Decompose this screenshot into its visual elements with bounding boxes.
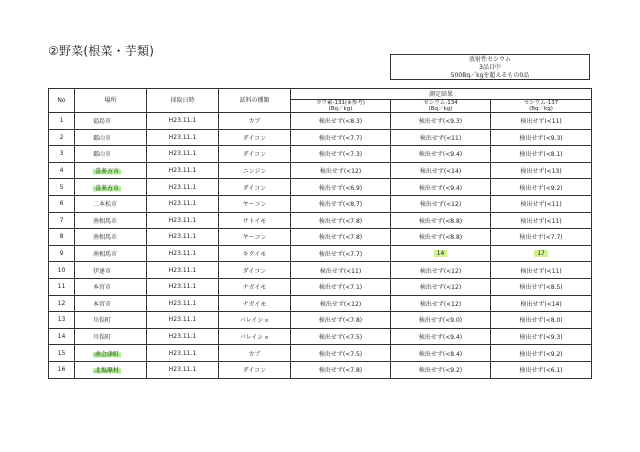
cell-cs134-text: 14 — [434, 250, 448, 257]
cell-no — [49, 328, 75, 345]
cell-place — [75, 345, 147, 362]
cell-sample-text: サトイモ — [242, 217, 267, 225]
table-row — [49, 361, 592, 378]
cell-date — [147, 295, 219, 312]
cell-iodine — [291, 295, 391, 312]
cell-no — [49, 345, 75, 362]
cell-cs137 — [491, 262, 592, 279]
cell-sample-text: バレイショ — [239, 317, 270, 325]
cell-iodine-text: 検出せず(<11) — [319, 267, 362, 275]
cell-cs137 — [491, 295, 592, 312]
cell-date-text: H23.11.1 — [168, 333, 197, 341]
cell-place — [75, 229, 147, 246]
cell-no — [49, 361, 75, 378]
cell-sample — [219, 345, 291, 362]
cell-cs137 — [491, 345, 592, 362]
cell-no-text: 12 — [57, 299, 66, 307]
cell-cs137-text: 検出せず(<11) — [520, 201, 562, 209]
cell-date-text: H23.11.1 — [168, 233, 197, 241]
cell-cs134-text: 検出せず(<9.4) — [418, 151, 463, 159]
cell-cs137-text: 検出せず(<8.0) — [519, 317, 563, 325]
cell-cs134-text: 検出せず(<12) — [419, 284, 462, 292]
cell-cs134 — [391, 129, 491, 146]
cell-iodine-text: 検出せず(<7.5) — [318, 350, 363, 358]
cell-iodine — [291, 212, 391, 229]
cell-place — [75, 162, 147, 179]
cell-no-text: 3 — [59, 150, 64, 158]
cell-cs137-text: 検出せず(<7.7) — [519, 234, 563, 242]
cell-place — [75, 262, 147, 279]
cell-date-text: H23.11.1 — [168, 200, 197, 208]
cell-iodine — [291, 146, 391, 163]
cell-place-text: 川俣町 — [93, 317, 112, 325]
cell-cs137-text: 検出せず(<11) — [520, 118, 562, 126]
cell-cs134 — [391, 361, 491, 378]
cell-place — [75, 146, 147, 163]
cell-date-text: H23.11.1 — [168, 266, 197, 274]
cell-place — [75, 312, 147, 329]
cell-sample-text: ダイコン — [242, 184, 267, 192]
cell-cs134 — [391, 195, 491, 212]
cell-date-text: H23.11.1 — [168, 366, 197, 374]
cell-sample — [219, 212, 291, 229]
cell-place — [75, 195, 147, 212]
table-row — [49, 179, 592, 196]
cell-cs134-text: 検出せず(<8.8) — [418, 217, 463, 225]
cell-cs137 — [491, 229, 592, 246]
cell-iodine-text: 検出せず(<8.7) — [318, 201, 363, 209]
cell-sample — [219, 295, 291, 312]
cell-sample — [219, 229, 291, 246]
cell-iodine-text: 検出せず(<7.3) — [318, 151, 363, 159]
cell-date-text: H23.11.1 — [168, 216, 197, 224]
cell-place-text: 川俣町 — [93, 334, 112, 342]
cell-sample-text: ニンジン — [242, 168, 267, 176]
cell-date-text: H23.11.1 — [168, 183, 197, 191]
cell-cs137-text: 17 — [534, 250, 548, 257]
table-row — [49, 212, 592, 229]
cell-date — [147, 262, 219, 279]
cell-date — [147, 328, 219, 345]
cell-cs137-text: 検出せず(<9.3) — [519, 334, 563, 342]
cell-sample-text: カブ — [248, 350, 261, 358]
cell-place-text: 南相馬市 — [93, 251, 118, 259]
cell-no-text: 9 — [59, 250, 64, 258]
cell-sample — [219, 113, 291, 130]
cell-cs134 — [391, 212, 491, 229]
cell-no-text: 10 — [57, 266, 66, 274]
cell-no-text: 1 — [59, 117, 64, 125]
cell-iodine — [291, 195, 391, 212]
cell-iodine — [291, 361, 391, 378]
cell-no-text: 15 — [57, 349, 66, 357]
cell-cs137 — [491, 162, 592, 179]
cell-no — [49, 262, 75, 279]
cell-no-text: 13 — [57, 316, 66, 324]
cell-cs134-text: 検出せず(<14) — [419, 168, 462, 176]
cell-date-text: H23.11.1 — [168, 250, 197, 258]
cell-cs137-text: 検出せず(<8.1) — [519, 151, 563, 159]
cell-no-text: 7 — [59, 216, 64, 224]
cell-cs134 — [391, 146, 491, 163]
cell-cs137 — [491, 146, 592, 163]
cell-cs137-text: 検出せず(<8.5) — [519, 284, 563, 292]
cell-cs137 — [491, 129, 592, 146]
cell-date — [147, 361, 219, 378]
info-box-line1: 放射性セシウム — [469, 56, 511, 63]
cell-sample — [219, 278, 291, 295]
cell-cs137-text: 検出せず(<9.3) — [519, 134, 563, 142]
cell-no — [49, 162, 75, 179]
cell-no-text: 5 — [59, 183, 64, 191]
cell-sample-text: ダイコン — [242, 267, 267, 275]
cell-cs134 — [391, 278, 491, 295]
cell-cs134-text: 検出せず(<9.3) — [418, 118, 463, 126]
cell-no — [49, 245, 75, 262]
cell-iodine-text: 検出せず(<12) — [319, 300, 362, 308]
cell-iodine — [291, 245, 391, 262]
cell-iodine-text: 検出せず(<7.7) — [318, 251, 363, 259]
cell-date-text: H23.11.1 — [168, 167, 197, 175]
cell-cs134-text: 検出せず(<8.8) — [418, 234, 463, 242]
table-row — [49, 245, 592, 262]
cell-date-text: H23.11.1 — [168, 283, 197, 291]
cell-sample-text: ナガイモ — [242, 284, 267, 292]
cell-sample — [219, 146, 291, 163]
cell-place-text: 北塩原村 — [95, 367, 120, 375]
header-iodine — [291, 100, 391, 113]
cell-place-text: 二本松市 — [93, 201, 118, 209]
cell-iodine-text: 検出せず(<6.9) — [318, 184, 363, 192]
cell-cs137-text: 検出せず(<11) — [520, 267, 562, 275]
cell-cs134 — [391, 345, 491, 362]
cell-place — [75, 129, 147, 146]
cell-date-text: H23.11.1 — [168, 316, 197, 324]
cell-date — [147, 195, 219, 212]
header-place: 場所 — [75, 89, 147, 113]
cell-cs137-text: 検出せず(<11) — [520, 217, 562, 225]
cell-cs137 — [491, 278, 592, 295]
cell-cs137 — [491, 195, 592, 212]
cell-place-text: 喜多方市 — [95, 168, 120, 176]
cell-place — [75, 295, 147, 312]
cell-place-text: 福島市 — [93, 118, 112, 126]
cell-date-text: H23.11.1 — [168, 150, 197, 158]
cell-cs134 — [391, 328, 491, 345]
cell-date — [147, 245, 219, 262]
cell-no — [49, 312, 75, 329]
cell-cs137 — [491, 361, 592, 378]
cell-iodine-text: 検出せず(<12) — [319, 168, 362, 176]
cell-place-text: 喜多方市 — [95, 184, 120, 192]
cell-sample — [219, 312, 291, 329]
table-row — [49, 162, 592, 179]
cell-place — [75, 278, 147, 295]
cell-sample — [219, 245, 291, 262]
cell-iodine — [291, 312, 391, 329]
page-title: ②野菜(根菜・芋類) — [48, 44, 155, 58]
cell-cs137-text: 検出せず(<9.2) — [519, 184, 563, 192]
cell-cs134 — [391, 229, 491, 246]
cell-iodine-text: 検出せず(<7.8) — [318, 367, 363, 375]
table-row — [49, 312, 592, 329]
cell-no-text: 8 — [59, 233, 64, 241]
cell-cs137 — [491, 245, 592, 262]
cell-sample-text: ダイコン — [242, 367, 267, 375]
cell-cs134 — [391, 162, 491, 179]
cell-iodine — [291, 162, 391, 179]
cell-place — [75, 212, 147, 229]
cell-sample-text: キクイモ — [242, 251, 267, 259]
cell-iodine-text: 検出せず(<7.8) — [318, 217, 363, 225]
cell-cs134 — [391, 262, 491, 279]
cell-cs137 — [491, 212, 592, 229]
cell-place-text: 郡山市 — [93, 151, 112, 159]
cell-cs134-text: 検出せず(<9.0) — [418, 317, 463, 325]
header-cs137 — [491, 100, 592, 113]
header-no: No — [49, 89, 75, 113]
cell-iodine-text: 検出せず(<8.3) — [318, 118, 363, 126]
header-cs134-label: セシウム-134 — [423, 100, 458, 106]
cell-date — [147, 278, 219, 295]
info-box-line3: 500Bq／kgを超えるもの0品 — [450, 72, 530, 79]
table-body — [49, 113, 592, 379]
table-row — [49, 195, 592, 212]
cell-cs134 — [391, 113, 491, 130]
cell-cs134-text: 検出せず(<9.4) — [418, 184, 463, 192]
cell-iodine — [291, 328, 391, 345]
cell-date — [147, 345, 219, 362]
cell-place — [75, 179, 147, 196]
header-iodine-label: ヨウ素-131(※参考) — [316, 100, 365, 106]
cell-place-text: 南会津町 — [95, 350, 120, 358]
cell-date — [147, 129, 219, 146]
cell-sample — [219, 162, 291, 179]
cell-date-text: H23.11.1 — [168, 349, 197, 357]
table-row — [49, 328, 592, 345]
cell-cs137 — [491, 113, 592, 130]
cell-sample — [219, 361, 291, 378]
cell-cs137 — [491, 328, 592, 345]
cell-no — [49, 146, 75, 163]
cell-iodine — [291, 262, 391, 279]
cell-iodine — [291, 345, 391, 362]
cell-date — [147, 312, 219, 329]
cell-place-text: 南相馬市 — [93, 234, 118, 242]
cell-date-text: H23.11.1 — [168, 133, 197, 141]
header-cs134 — [391, 100, 491, 113]
cell-iodine — [291, 129, 391, 146]
cell-no — [49, 278, 75, 295]
cell-sample — [219, 262, 291, 279]
cell-date — [147, 113, 219, 130]
cell-no — [49, 113, 75, 130]
cell-cs137-text: 検出せず(<6.1) — [519, 367, 563, 375]
cell-cs134 — [391, 245, 491, 262]
cell-no-text: 2 — [59, 133, 64, 141]
info-box — [390, 54, 590, 80]
cell-no-text: 14 — [57, 333, 66, 341]
cell-date — [147, 179, 219, 196]
cell-iodine — [291, 278, 391, 295]
cell-date-text: H23.11.1 — [168, 299, 197, 307]
table-row — [49, 146, 592, 163]
table-row — [49, 278, 592, 295]
cell-cs134-text: 検出せず(<12) — [419, 300, 462, 308]
header-iodine-unit: (Bq／kg) — [328, 106, 353, 112]
header-row — [49, 89, 592, 100]
cell-sample — [219, 195, 291, 212]
cell-no-text: 16 — [57, 366, 66, 374]
cell-place-text: 本宮市 — [93, 300, 112, 308]
cell-cs137 — [491, 179, 592, 196]
header-date: 採取日時 — [147, 89, 219, 113]
table-row — [49, 129, 592, 146]
cell-cs137 — [491, 312, 592, 329]
cell-no — [49, 129, 75, 146]
header-cs137-label: セシウム-137 — [523, 100, 559, 106]
cell-sample — [219, 328, 291, 345]
header-cs137-unit: (Bq／kg) — [529, 106, 553, 112]
table-row — [49, 295, 592, 312]
results-table — [48, 88, 592, 379]
cell-cs137-text: 検出せず(<9.2) — [519, 350, 563, 358]
cell-iodine-text: 検出せず(<7.8) — [318, 234, 363, 242]
table-row — [49, 262, 592, 279]
cell-no — [49, 212, 75, 229]
cell-date — [147, 146, 219, 163]
cell-no-text: 11 — [57, 283, 66, 291]
cell-cs134 — [391, 179, 491, 196]
table-row — [49, 345, 592, 362]
cell-date-text: H23.11.1 — [168, 117, 197, 125]
cell-place-text: 郡山市 — [93, 134, 112, 142]
cell-sample-text: ヤーコン — [242, 201, 267, 209]
cell-place — [75, 245, 147, 262]
cell-cs134-text: 検出せず(<12) — [419, 201, 462, 209]
table-row — [49, 229, 592, 246]
cell-place — [75, 361, 147, 378]
cell-cs134-text: 検出せず(<8.4) — [418, 350, 463, 358]
cell-cs134-text: 検出せず(<12) — [419, 267, 462, 275]
header-cs134-unit: (Bq／kg) — [428, 106, 453, 112]
cell-sample-text: ナガイモ — [242, 300, 267, 308]
cell-cs137-text: 検出せず(<13) — [520, 168, 562, 176]
table-row — [49, 113, 592, 130]
cell-place — [75, 113, 147, 130]
cell-sample — [219, 179, 291, 196]
cell-cs137-text: 検出せず(<14) — [520, 300, 562, 308]
cell-place-text: 南相馬市 — [93, 217, 118, 225]
cell-date — [147, 162, 219, 179]
cell-no — [49, 295, 75, 312]
cell-cs134-text: 検出せず(<11) — [419, 134, 462, 142]
cell-sample-text: バレイショ — [239, 334, 270, 342]
header-results-group: 測定結果 — [291, 89, 592, 100]
cell-no — [49, 229, 75, 246]
cell-cs134 — [391, 312, 491, 329]
cell-iodine — [291, 113, 391, 130]
cell-sample-text: ダイコン — [242, 151, 267, 159]
cell-place-text: 伊達市 — [93, 267, 112, 275]
cell-iodine-text: 検出せず(<7.5) — [318, 334, 363, 342]
header-sample: 試料の種類 — [219, 89, 291, 113]
cell-place-text: 本宮市 — [93, 284, 112, 292]
cell-no-text: 6 — [59, 200, 64, 208]
cell-iodine — [291, 179, 391, 196]
cell-no-text: 4 — [59, 167, 64, 175]
cell-cs134-text: 検出せず(<9.4) — [418, 334, 463, 342]
cell-iodine-text: 検出せず(<7.1) — [318, 284, 363, 292]
cell-cs134 — [391, 295, 491, 312]
cell-sample-text: ダイコン — [242, 134, 267, 142]
cell-cs134-text: 検出せず(<9.2) — [418, 367, 463, 375]
info-box-line2: 3品目中 — [479, 64, 501, 71]
cell-date — [147, 229, 219, 246]
cell-sample-text: カブ — [248, 118, 261, 126]
cell-place — [75, 328, 147, 345]
cell-sample-text: ヤーコン — [242, 234, 267, 242]
cell-iodine-text: 検出せず(<7.7) — [318, 134, 363, 142]
cell-date — [147, 212, 219, 229]
cell-sample — [219, 129, 291, 146]
cell-no — [49, 195, 75, 212]
cell-iodine — [291, 229, 391, 246]
cell-no — [49, 179, 75, 196]
cell-iodine-text: 検出せず(<7.8) — [318, 317, 363, 325]
